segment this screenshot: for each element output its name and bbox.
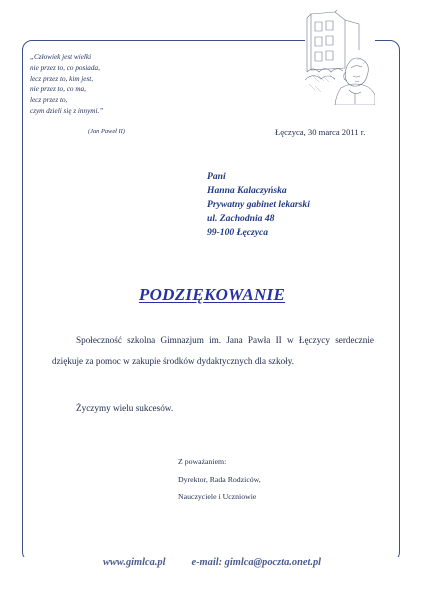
quote-line: lecz przez to, (30, 96, 68, 105)
body-paragraph: Społeczność szkolna Gimnazjum im. Jana Pawła II w Łęczycy serdecznie dziękuje za pomoc w zakupie środków dydaktycznych dla szkoły. (52, 335, 374, 366)
closing-line: Z poważaniem: (178, 457, 227, 466)
quote-author: (Jan Paweł II) (88, 128, 125, 135)
footer (0, 557, 424, 568)
recipient-address (207, 170, 310, 240)
recipient-line: Pani (207, 171, 226, 182)
recipient-line: ul. Zachodnia 48 (207, 213, 275, 224)
body-paragraph: Życzymy wielu sukcesów. (76, 403, 174, 413)
quote-line: nie przez to, co ma, (30, 85, 86, 94)
quote-block (30, 52, 103, 117)
quote-line: nie przez to, co posiada, (30, 63, 100, 72)
document-title: PODZIĘKOWANIE (138, 285, 286, 304)
recipient-line: 99-100 Łęczyca (207, 227, 269, 238)
closing-signature (178, 453, 261, 506)
quote-line: „Człowiek jest wielki (30, 53, 92, 61)
footer-website-link[interactable]: www.gimlca.pl (99, 557, 170, 568)
recipient-line: Prywatny gabinet lekarski (207, 199, 310, 210)
closing-line: Dyrektor, Rada Rodziców, (178, 474, 261, 484)
closing-line: Nauczyciele i Uczniowie (178, 492, 257, 501)
quote-line: lecz przez to, kim jest, (30, 74, 94, 83)
quote-line: czym dzieli się z innymi.” (30, 106, 104, 115)
recipient-line: Hanna Kalaczyńska (207, 185, 287, 196)
footer-email-link[interactable]: e-mail: gimlca@poczta.onet.pl (187, 557, 325, 568)
portrait-sketch-image (305, 10, 375, 105)
letter-date: Łęczyca, 30 marca 2011 r. (275, 127, 366, 137)
